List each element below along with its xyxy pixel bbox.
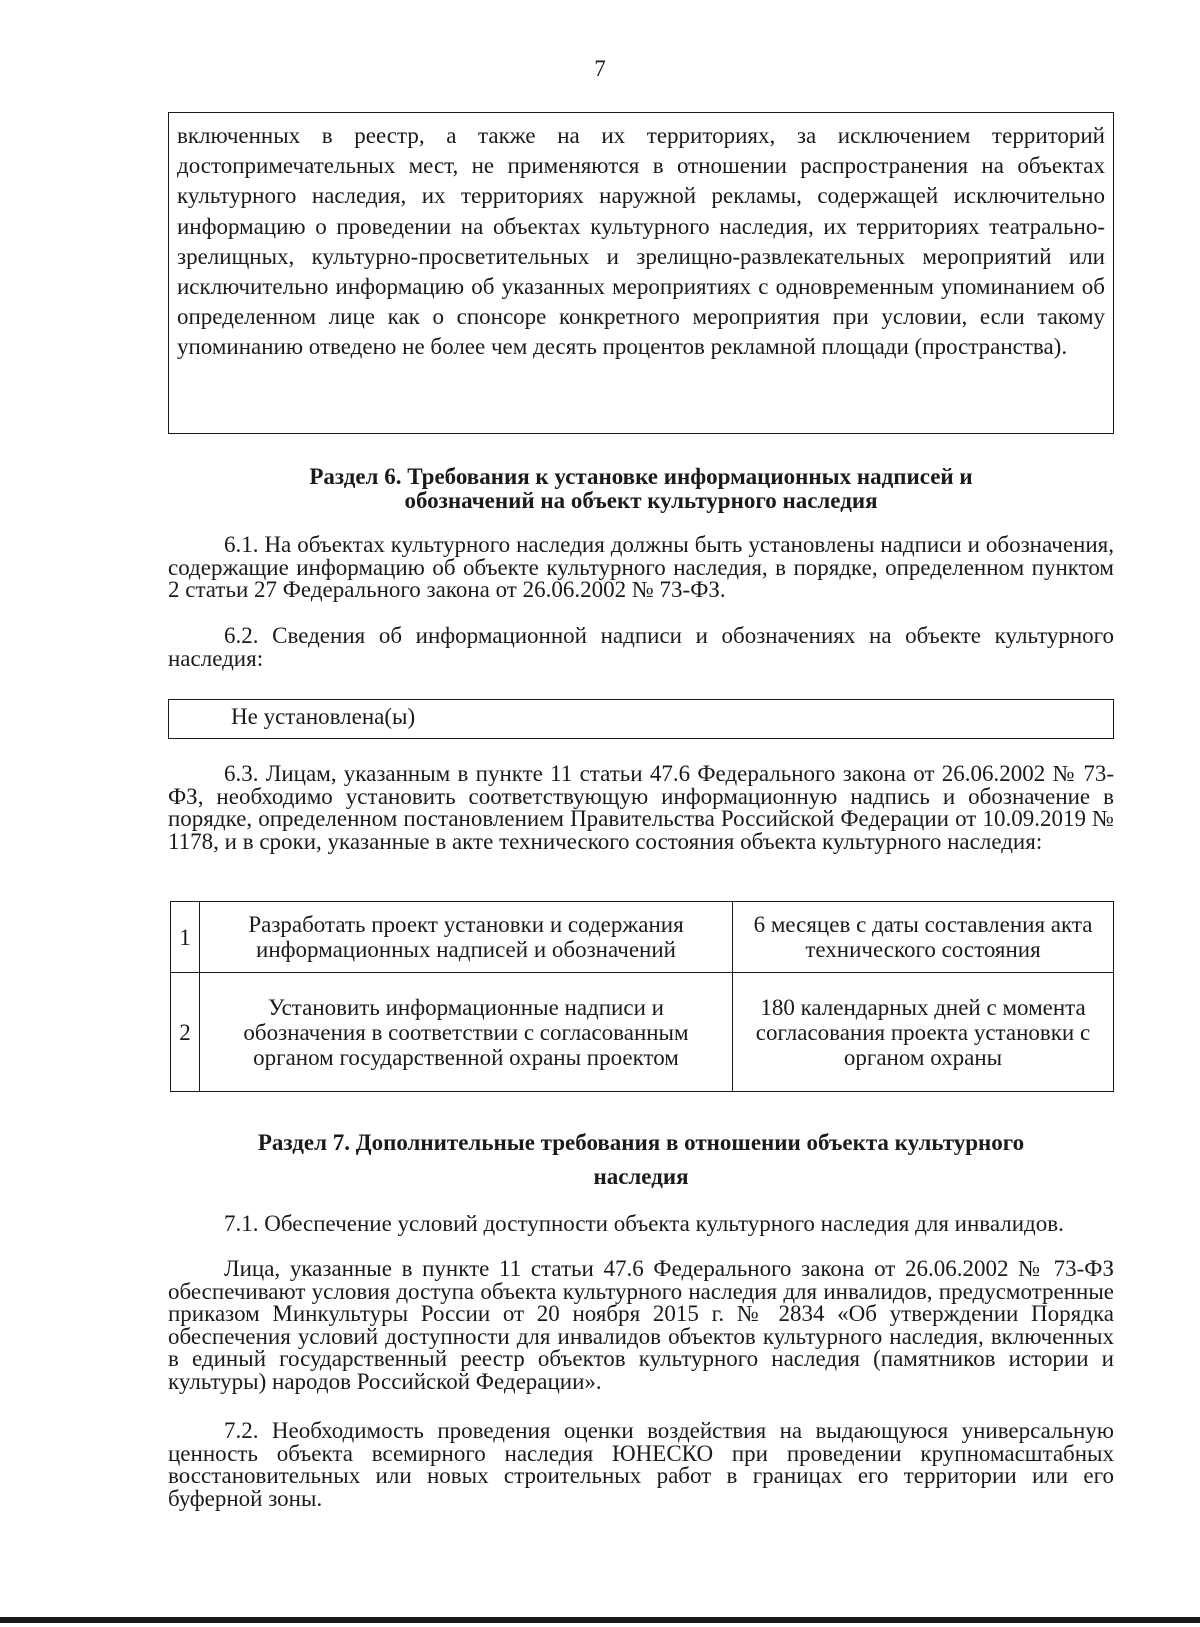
paragraph-7-1-body: Лица, указанные в пункте 11 статьи 47.6 Федерального закона от 26.06.2002 № 73-ФЗ обеспечивают условия доступа объекта культурного наследия для инвалидов, предусмотренные приказом Минкультуры России от 20 ноября 2015 г. № 2834 «Об утверждении Порядка обеспечения условий доступности для инвалидов объектов культурного наследия, включенных в единый государственный реестр объектов культурного наследия (памятников истории и культуры) народов Российской Федерации».	[168, 1256, 1114, 1394]
paragraph-7-2: 7.2. Необходимость проведения оценки воздействия на выдающуюся универсальную ценность объекта всемирного наследия ЮНЕСКО при проведении крупномасштабных восстановительных или новых строительных работ в границах его территории или его буферной зоны.	[168, 1418, 1114, 1511]
section-6-title-line1: Раздел 6. Требования к установке информационных надписей и	[309, 464, 973, 489]
row-action: Установить информационные надписи и обозначения в соответствии с согласованным органом государственной охраны проектом	[200, 973, 733, 1092]
boxed-paragraph: включенных в реестр, а также на их территориях, за исключением территорий достопримечательных мест, не применяются в отношении распространения на объектах культурного наследия, их территориях наружной рекламы, содержащей исключительно информацию о проведении на объектах культурного наследия, их территориях театрально-зрелищных, культурно-просветительных и зрелищно-развлекательных мероприятий или исключительно информацию об указанных мероприятиях с одновременным упоминанием об определенном лице как о спонсоре конкретного мероприятия при условии, если такому упоминанию отведено не более чем десять процентов рекламной площади (пространства).	[168, 112, 1114, 434]
row-deadline: 6 месяцев с даты составления акта технического состояния	[733, 902, 1114, 973]
section-7-title	[168, 1126, 1114, 1194]
row-number: 2	[171, 973, 200, 1092]
section-7-title-line2: наследия	[593, 1164, 689, 1189]
bottom-rule	[0, 1617, 1200, 1623]
paragraph-6-1: 6.1. На объектах культурного наследия должны быть установлены надписи и обозначения, содержащие информацию об объекте культурного наследия, в порядке, определенном пунктом 2 статьи 27 Федерального закона от 26.06.2002 № 73-ФЗ.	[168, 532, 1114, 602]
table-row	[171, 902, 1114, 973]
paragraph-7-1: 7.1. Обеспечение условий доступности объекта культурного наследия для инвалидов.	[224, 1211, 1064, 1236]
table-row	[171, 973, 1114, 1092]
inscription-status-box: Не установлена(ы)	[168, 699, 1114, 739]
page-number: 7	[594, 56, 606, 81]
paragraph-6-3: 6.3. Лицам, указанным в пункте 11 статьи 47.6 Федерального закона от 26.06.2002 № 73-ФЗ, необходимо установить соответствующую информационную надпись и обозначение в порядке, определенном постановлением Правительства Российской Федерации от 10.09.2019 № 1178, и в сроки, указанные в акте технического состояния объекта культурного наследия:	[168, 761, 1114, 854]
requirements-table	[170, 901, 1114, 1092]
section-6-title	[168, 465, 1114, 513]
row-number: 1	[171, 902, 200, 973]
section-7-title-line1: Раздел 7. Дополнительные требования в отношении объекта культурного	[257, 1130, 1025, 1155]
paragraph-6-2: 6.2. Сведения об информационной надписи и обозначениях на объекте культурного наследия:	[168, 623, 1114, 671]
row-action: Разработать проект установки и содержания информационных надписей и обозначений	[200, 902, 733, 973]
row-deadline: 180 календарных дней с момента согласования проекта установки с органом охраны	[733, 973, 1114, 1092]
section-6-title-line2: обозначений на объект культурного наследия	[404, 488, 878, 513]
